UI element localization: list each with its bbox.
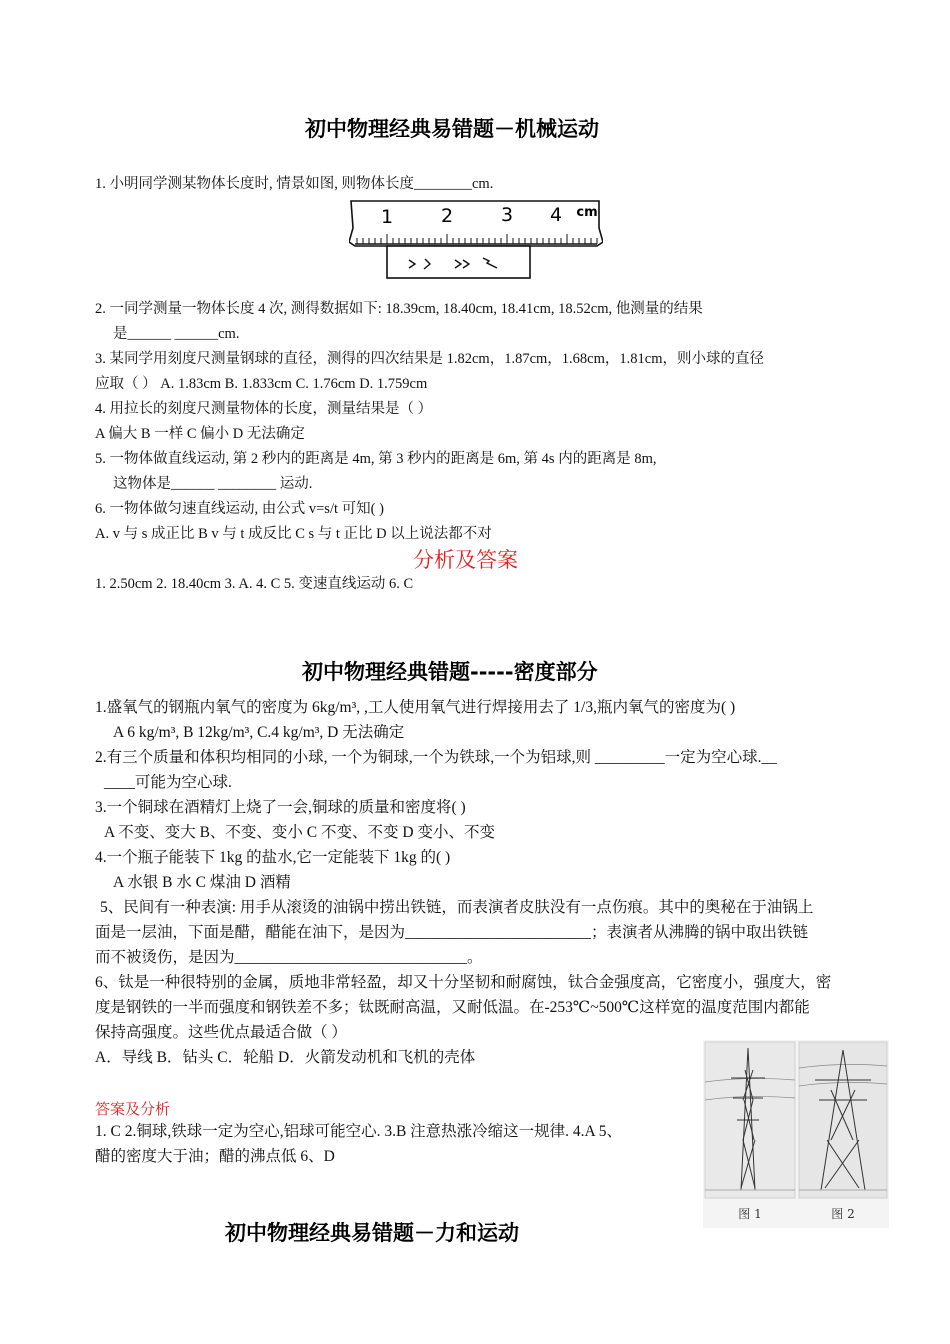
s1-q2-cont: 是______ ______cm.	[113, 326, 240, 342]
ruler-number-4: 4	[549, 204, 563, 226]
s1-q6: 6. 一物体做匀速直线运动, 由公式 v=s/t 可知( )	[95, 501, 384, 517]
s2-q3-options: A 不变、变大 B、不变、变小 C 不变、不变 D 变小、不变	[104, 824, 495, 841]
s2-q6-line2: 度是钢铁的一半而强度和钢铁差不多；钛既耐高温，又耐低温。在-253℃~500℃这样宽的温度范围内都能	[95, 999, 810, 1016]
s2-answers-line1: 1. C 2.铜球,铁球一定为空心,铝球可能空心. 3.B 注意热涨冷缩这一规律. 4.A 5、	[95, 1123, 623, 1140]
figure2-caption: 图 2	[831, 1207, 855, 1221]
section3-title: 初中物理经典易错题－力和运动	[225, 1221, 519, 1245]
s2-q1-options: A 6 kg/m³, B 12kg/m³, C.4 kg/m³, D 无法确定	[113, 724, 405, 741]
s2-q5-line1: 5、民间有一种表演: 用手从滚烫的油锅中捞出铁链，而表演者皮肤没有一点伤痕。其中的奥秘在于油锅上	[100, 899, 814, 916]
s1-q6-options: A. v 与 s 成正比 B v 与 t 成反比 C s 与 t 正比 D 以上说法都不对	[95, 526, 492, 542]
s2-q5-line3: 而不被烫伤，是因为______________________________。	[95, 949, 483, 966]
s1-answers: 1. 2.50cm 2. 18.40cm 3. A. 4. C 5. 变速直线运动 6. C	[95, 576, 414, 592]
s2-q1: 1.盛氧气的钢瓶内氧气的密度为 6kg/m³, ,工人使用氧气进行焊接用去了 1/3,瓶内氧气的密度为( )	[95, 699, 736, 716]
s2-q6-line3: 保持高强度。这些优点最适合做（ ）	[95, 1024, 347, 1041]
s2-q3: 3.一个铜球在酒精灯上烧了一会,铜球的质量和密度将( )	[95, 799, 466, 816]
s2-q6-line1: 6、钛是一种很特别的金属，质地非常轻盈，却又十分坚韧和耐腐蚀，钛合金强度高，它密度小，强度大，密	[95, 974, 832, 991]
section1-title: 初中物理经典易错题－机械运动	[305, 117, 599, 141]
s1-q3: 3. 某同学用刻度尺测量钢球的直径，测得的四次结果是 1.82cm，1.87cm，1.68cm，1.81cm，则小球的直径	[95, 351, 764, 367]
s2-q5-line2: 面是一层油，下面是醋，醋能在油下，是因为________________________；表演者从沸腾的锅中取出铁链	[95, 924, 809, 941]
s1-q1: 1. 小明同学测某物体长度时, 情景如图, 则物体长度________cm.	[95, 176, 494, 192]
s1-answer-title: 分析及答案	[413, 548, 518, 572]
ruler-number-2: 2	[440, 205, 454, 227]
s2-q2: 2.有三个质量和体积均相同的小球, 一个为铜球,一个为铁球,一个为铝球,则 _________一定为空心球.__	[95, 749, 778, 766]
s1-q4-options: A 偏大 B 一样 C 偏小 D 无法确定	[95, 426, 305, 442]
s1-q5-cont: 这物体是______ ________ 运动.	[113, 476, 313, 492]
section2-title: 初中物理经典错题-----密度部分	[302, 660, 598, 684]
ruler-figure	[349, 198, 603, 280]
figure2-photo	[799, 1042, 887, 1198]
s2-q2-cont: ____可能为空心球.	[104, 774, 232, 791]
s2-q6-options: A．导线 B．钻头 C．轮船 D．火箭发动机和飞机的壳体	[95, 1049, 476, 1066]
s2-q4-options: A 水银 B 水 C 煤油 D 酒精	[113, 874, 291, 891]
s1-q5: 5. 一物体做直线运动, 第 2 秒内的距离是 4m, 第 3 秒内的距离是 6m, 第 4s 内的距离是 8m,	[95, 451, 657, 467]
tower-figure	[703, 1040, 889, 1228]
s2-q4: 4.一个瓶子能装下 1kg 的盐水,它一定能装下 1kg 的( )	[95, 849, 451, 866]
s2-answers-line2: 醋的密度大于油；醋的沸点低 6、D	[95, 1148, 335, 1165]
s1-q2: 2. 一同学测量一物体长度 4 次, 测得数据如下: 18.39cm, 18.40cm, 18.41cm, 18.52cm, 他测量的结果	[95, 301, 703, 317]
ruler-number-3: 3	[500, 204, 514, 226]
figure1-caption: 图 1	[738, 1207, 762, 1221]
s1-q3-options: 应取（ ） A. 1.83cm B. 1.833cm C. 1.76cm D. 1.759cm	[95, 376, 428, 392]
ruler-number-1: 1	[380, 206, 394, 228]
ruler-unit: cm	[576, 205, 598, 220]
s2-answer-title: 答案及分析	[95, 1102, 171, 1118]
s1-q4: 4. 用拉长的刻度尺测量物体的长度，测量结果是（ ）	[95, 401, 433, 417]
